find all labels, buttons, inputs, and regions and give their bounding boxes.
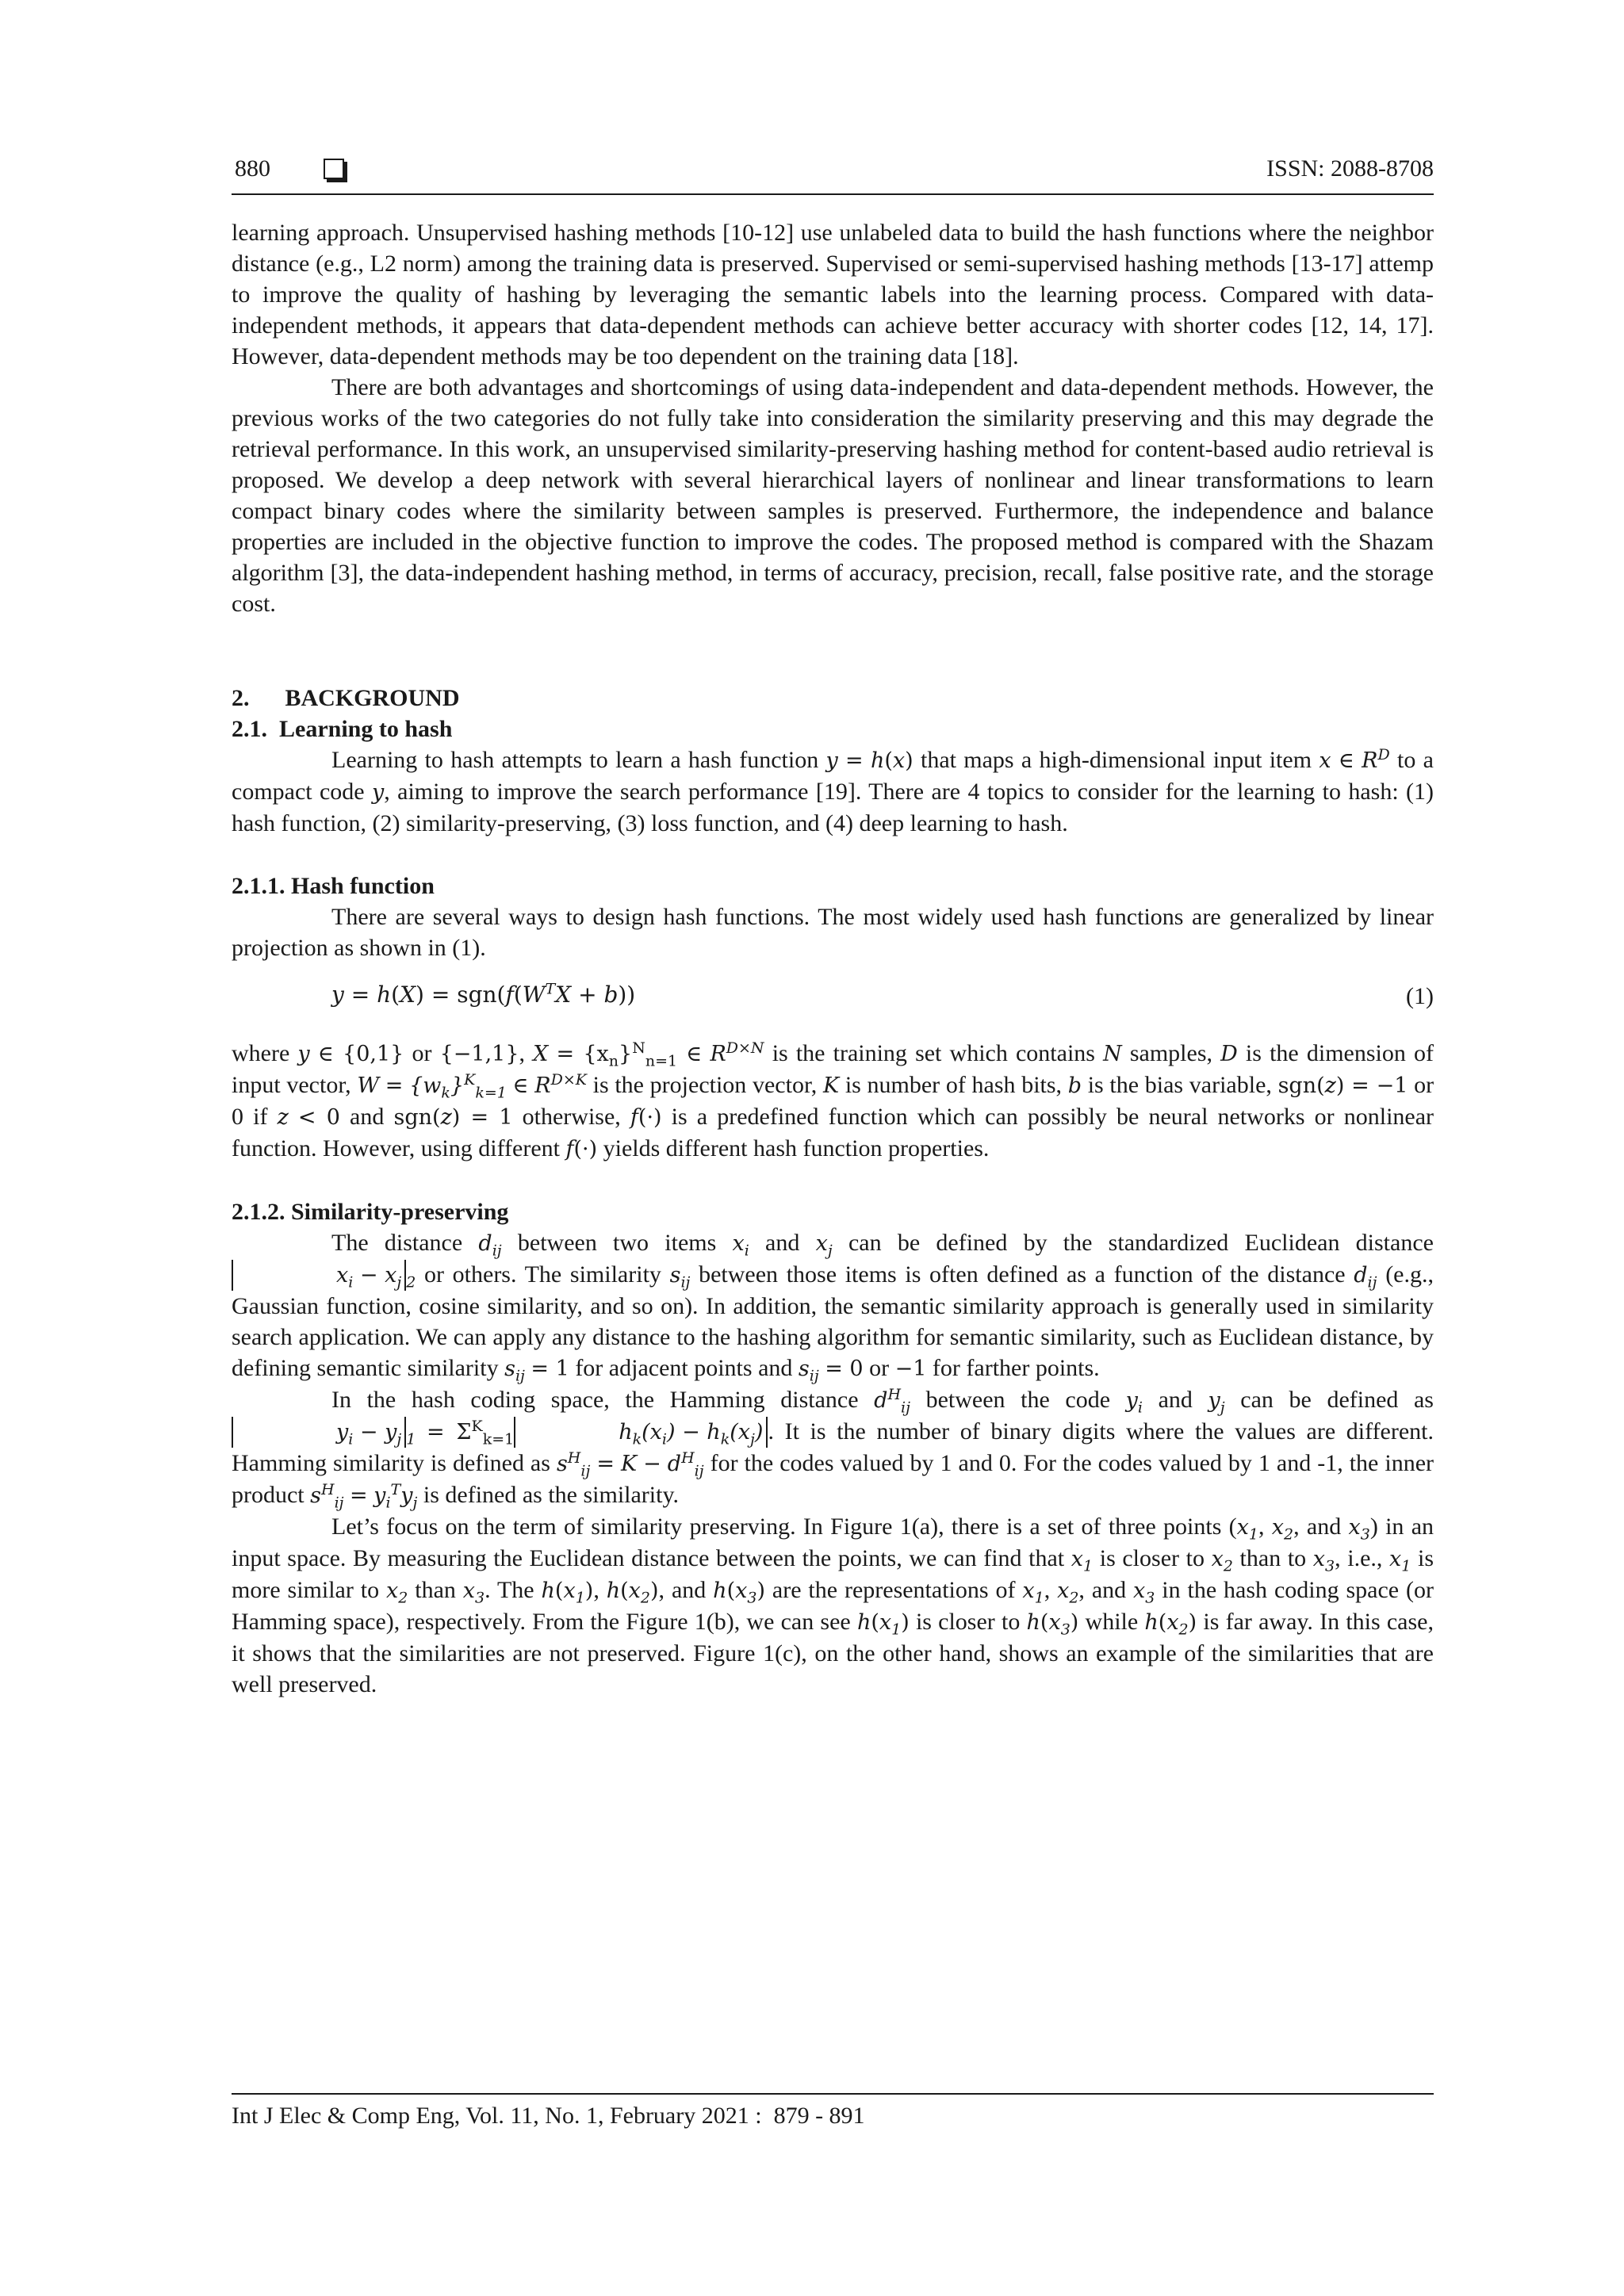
section-heading: 2. BACKGROUND xyxy=(232,685,460,711)
square-bullet-icon xyxy=(324,159,344,179)
equation-number: (1) xyxy=(1406,983,1434,1009)
paragraph: learning approach. Unsupervised hashing methods [10-12] use unlabeled data to build the hash functions where the neighbor distance (e.g., L2 norm) among the training data is preserved. Supervised or semi-supervised hashing methods [13-17] attemp to improve the quality of hashing by leveraging the semantic labels into the learning process. Compared with data-independent methods, it appears that data-dependent methods can achieve better accuracy with shorter codes [12, 14, 17]. However, data-dependent methods may be too dependent on the training data [18]. xyxy=(232,220,1434,369)
issn: ISSN: 2088-8708 xyxy=(1266,155,1434,182)
footer-rule xyxy=(232,2093,1434,2095)
paragraph: where y ∈ {0,1} or {−1,1}, $X = \{x_n\}^N_{n=1}$ ∈ $R^{D\times N}$ is the training set which contains N samples, D is the dimension of input vector, $W = \{w_k\}^K_{k=1}$ ∈ $R^{D\times K}$ is the projection vector, K is number of hash bits, b is the bias variable, sgn(z) = −1 or 0 if z < 0 and sgn(z) = 1 otherwise, f(·) is a predefined function which can possibly be neural networks or nonlinear function. However, using different f(·) yields different hash function properties. xyxy=(232,1039,1434,1161)
equation-formula: $y = h(X) = sgn(f(W^TX + b))$ xyxy=(331,980,636,1008)
page-number: 880 xyxy=(235,155,270,182)
subsection-heading: 2.1.2. Similarity-preserving xyxy=(232,1199,509,1225)
paragraph: There are several ways to design hash functions. The most widely used hash functions are generalized by linear projection as shown in (1). xyxy=(232,904,1434,961)
paragraph: In the hash coding space, the Hamming distance $d^H_{ij}$ between the code $y_i$ and $y_j$ can be defined as $y_i - y_j$ $_1 = \Sigma^K_{k=1}$ $h_k(x_i) - h_k(x_j)$ . It is the number of binary digits where the values are different. Hamming similarity is defined as $s^H_{ij} = K - d^H_{ij}$ for the codes valued by 1 and 0. For the codes valued by 1 and -1, the inner product $s^H_{ij} = y_i^Ty_j$ is defined as the similarity. xyxy=(232,1386,1434,1512)
page-footer: Int J Elec & Comp Eng, Vol. 11, No. 1, February 2021 : 879 - 891 xyxy=(232,2103,865,2129)
header-rule xyxy=(232,193,1434,195)
page-header xyxy=(232,155,1434,187)
subsection-heading: 2.1. Learning to hash xyxy=(232,716,453,742)
subsection-heading: 2.1.1. Hash function xyxy=(232,873,435,899)
paragraph: Learning to hash attempts to learn a hash function y = h(x) that maps a high-dimensional input item x ∈ $R^D$ to a compact code y, aiming to improve the search performance [19]. There are 4 topics to consider for the learning to hash: (1) hash function, (2) similarity-preserving, (3) loss function, and (4) deep learning to hash. xyxy=(232,746,1434,836)
equation-1 xyxy=(232,974,1434,1022)
paragraph: There are both advantages and shortcomings of using data-independent and data-dependent methods. However, the previous works of the two categories do not fully take into consideration the similarity preserving and this may degrade the retrieval performance. In this work, an unsupervised similarity-preserving hashing method for content-based audio retrieval is proposed. We develop a deep network with several hierarchical layers of nonlinear and linear transformations to learn compact binary codes where the similarity between samples is preserved. Furthermore, the independence and balance properties are included in the objective function to improve the codes. The proposed method is compared with the Shazam algorithm [3], the data-independent hashing method, in terms of accuracy, precision, recall, false positive rate, and the storage cost. xyxy=(232,374,1434,617)
paragraph: The distance $d_{ij}$ between two items $x_i$ and $x_j$ can be defined by the standardized Euclidean distance $x_i - x_j$ $_2$ or others. The similarity $s_{ij}$ between those items is often defined as a function of the distance $d_{ij}$ (e.g., Gaussian function, cosine similarity, and so on). In addition, the semantic similarity approach is generally used in similarity search application. We can apply any distance to the hashing algorithm for semantic similarity, such as Euclidean distance, by defining semantic similarity $s_{ij} = 1$ for adjacent points and $s_{ij} = 0$ or −1 for farther points. xyxy=(232,1230,1434,1385)
paragraph: Let’s focus on the term of similarity preserving. In Figure 1(a), there is a set of three points ($x_1$, $x_2$, and $x_3$) in an input space. By measuring the Euclidean distance between the points, we can find that $x_1$ is closer to $x_2$ than to $x_3$, i.e., $x_1$ is more similar to $x_2$ than $x_3$. The $h(x_1)$, $h(x_2)$, and $h(x_3)$ are the representations of $x_1$, $x_2$, and $x_3$ in the hash coding space (or Hamming space), respectively. From the Figure 1(b), we can see $h(x_1)$ is closer to $h(x_3)$ while $h(x_2)$ is far away. In this case, it shows that the similarities are not preserved. Figure 1(c), on the other hand, shows an example of the similarities that are well preserved. xyxy=(232,1513,1434,1697)
page-body xyxy=(232,217,1434,1700)
